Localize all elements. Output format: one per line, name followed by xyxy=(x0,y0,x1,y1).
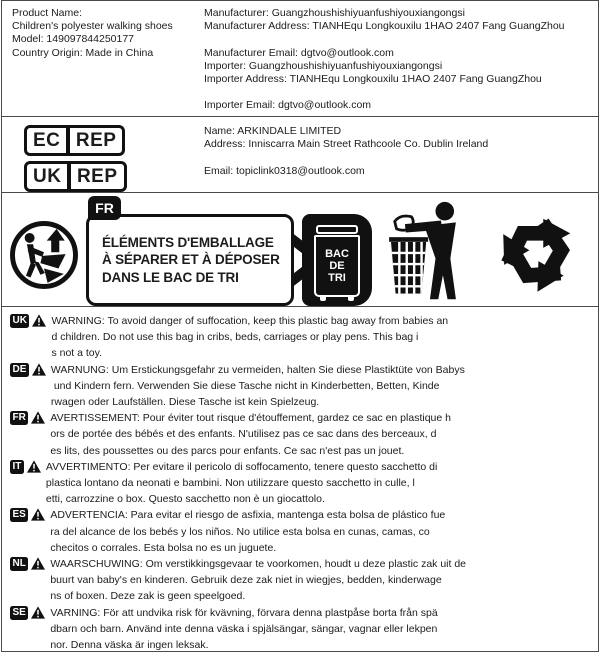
spacer xyxy=(204,151,588,164)
warning-text xyxy=(51,362,590,411)
warning-line: checitos o corrales. Esta bolsa no es un juguete. xyxy=(50,541,277,554)
bin-text: BAC xyxy=(325,248,349,260)
product-name-label: Product Name: xyxy=(12,7,83,19)
country-origin: Country Origin: Made in China xyxy=(12,46,154,59)
manufacturer-email: Manufacturer Email: dgtvo@outlook.com xyxy=(204,46,394,59)
warning-line: WAARSCHUWING: Om verstikkingsgevaar te voorkomen, houdt u deze plastic zak uit de xyxy=(50,558,467,571)
product-name-value: Children's polyester walking shoes xyxy=(12,20,173,33)
warning-line: etti, carrozzine o box. Questo sacchetto non è un giocattolo. xyxy=(45,493,325,506)
importer-email: Importer Email: dgtvo@outlook.com xyxy=(204,99,372,112)
warning-line: buurt van baby's en kinderen. Gebruik deze zak niet in wiegjes, bedden, kinderwage xyxy=(50,574,442,587)
ec-rep-right: REP xyxy=(75,129,117,151)
language-badge: FR xyxy=(10,411,28,425)
triman-logo-icon xyxy=(8,218,80,292)
warning-line: ors de portée des bébés et des enfants. N'utilisez pas ce sac dans des berceaux, d xyxy=(50,428,437,441)
warning-text xyxy=(50,507,590,556)
tidy-man-icon xyxy=(386,201,472,303)
warning-triangle-icon xyxy=(31,411,45,424)
warning-line: und Kindern fern. Verwenden Sie diese Tasche nicht in Kinderbetten, Betten, Kinde xyxy=(50,379,440,392)
sorting-bin-block xyxy=(302,214,372,306)
rep-symbols xyxy=(12,123,204,192)
bin-wheel xyxy=(348,295,354,301)
importer-address: Importer Address: TIANHEqu Longkouxilu 1HAO 2407 Fang GuangZhou xyxy=(204,73,542,85)
spacer xyxy=(204,33,588,46)
warning-row-se xyxy=(10,605,590,654)
bin-text: DE xyxy=(329,260,345,272)
rep-address: Address: Inniscarra Main Street Rathcoole Co. Dublin Ireland xyxy=(204,138,489,151)
warning-row-it xyxy=(10,459,590,508)
uk-rep-symbol xyxy=(24,161,127,192)
warning-triangle-icon xyxy=(32,363,46,376)
rep-name: Name: ARKINDALE LIMITED xyxy=(204,125,342,137)
warning-text xyxy=(50,556,590,605)
warning-text xyxy=(50,605,590,654)
warning-line: d children. Do not use this bag in cribs, beds, carriages or play pens. This bag i xyxy=(51,331,419,344)
manufacturer-info-column xyxy=(204,7,588,116)
fr-tag: FR xyxy=(88,196,121,220)
rep-email: Email: topiclink0318@outlook.com xyxy=(204,164,365,177)
uk-rep-right: REP xyxy=(76,165,118,187)
bin-body xyxy=(314,235,360,297)
ec-rep-left: EC xyxy=(33,129,61,151)
warning-line: ns of boxen. Deze zak is geen speelgoed. xyxy=(50,590,246,603)
warning-triangle-icon xyxy=(32,314,46,327)
warning-line: AVVERTIMENTO: Per evitare il pericolo di soffocamento, tenere questo sacchetto di xyxy=(45,460,438,473)
warning-line: nor. Denna väska är ingen leksak. xyxy=(50,639,209,652)
warning-row-fr xyxy=(10,410,590,459)
product-info-section xyxy=(1,0,599,117)
warnings-section xyxy=(1,306,599,652)
sorting-bin-icon xyxy=(314,223,360,297)
language-badge: IT xyxy=(10,460,24,474)
product-info-column xyxy=(12,7,204,116)
warning-line: VARNING: För att undvika risk för kvävning, förvara denna plastpåse borta från spä xyxy=(50,606,438,619)
rep-section xyxy=(1,116,599,193)
warning-line: ra del alcance de los bebés y los niños. No utilice esta bolsa en cunas, camas, co xyxy=(50,525,430,538)
warning-line: WARNUNG: Um Erstickungsgefahr zu vermeiden, halten Sie diese Plastiktüte von Babys xyxy=(50,363,465,376)
warning-line: es lits, des poussettes ou des parcs pour enfants. Ce sac n'est pas un jouet. xyxy=(50,444,405,457)
banner-line: DANS LE BAC DE TRI xyxy=(102,269,239,285)
spacer xyxy=(204,86,588,99)
warning-text xyxy=(51,313,590,362)
warning-line: dbarn och barn. Använd inte denna väska i spjälsängar, sängar, vagnar eller lekpen xyxy=(50,622,438,635)
language-badge: NL xyxy=(10,557,28,571)
rep-contact-column xyxy=(204,123,588,192)
manufacturer-address: Manufacturer Address: TIANHEqu Longkouxilu 1HAO 2407 Fang GuangZhou xyxy=(204,20,565,33)
bin-wheel xyxy=(320,295,326,301)
sorting-banner xyxy=(86,214,294,306)
warning-row-uk xyxy=(10,313,590,362)
warning-line: WARNING: To avoid danger of suffocation, keep this plastic bag away from babies an xyxy=(51,315,449,327)
product-model: Model: 149097844250177 xyxy=(12,33,135,46)
recycle-icon xyxy=(480,199,594,303)
warning-text xyxy=(50,410,590,459)
bin-text: TRI xyxy=(328,272,346,284)
language-badge: DE xyxy=(10,363,29,377)
warning-line: rwagen oder Laufställen. Diese Tasche ist kein Spielzeug. xyxy=(50,396,320,409)
warning-row-nl xyxy=(10,556,590,605)
warning-text xyxy=(46,459,590,508)
ec-rep-symbol xyxy=(24,125,125,156)
language-badge: UK xyxy=(10,314,29,328)
banner-line: À SÉPARER ET À DÉPOSER xyxy=(102,252,280,268)
banner-line: ÉLÉMENTS D'EMBALLAGE xyxy=(102,234,274,250)
bin-lid xyxy=(316,225,358,234)
language-badge: SE xyxy=(10,606,28,620)
warning-triangle-icon xyxy=(31,606,45,619)
warning-line: s not a toy. xyxy=(51,347,103,360)
warning-triangle-icon xyxy=(31,557,45,570)
warning-line: ADVERTENCIA: Para evitar el riesgo de asfixia, mantenga esta bolsa de plástico fue xyxy=(50,509,446,522)
warning-line: AVERTISSEMENT: Pour éviter tout risque d'étouffement, gardez ce sac en plastique h xyxy=(50,412,451,425)
language-badge: ES xyxy=(10,508,28,522)
warning-row-es xyxy=(10,507,590,556)
warning-row-de xyxy=(10,362,590,411)
warning-line: plastica lontano da neonati e bambini. Non utilizzare questo sacchetto in culle, l xyxy=(45,477,415,490)
uk-rep-left: UK xyxy=(33,165,62,187)
importer-name: Importer: Guangzhoushishiyuanfushiyouxiangongsi xyxy=(204,59,443,72)
warning-triangle-icon xyxy=(31,508,45,521)
manufacturer-name: Manufacturer: Guangzhoushishiyuanfushiyouxiangongsi xyxy=(204,7,465,19)
warning-triangle-icon xyxy=(27,460,41,473)
recycling-section xyxy=(1,192,599,307)
